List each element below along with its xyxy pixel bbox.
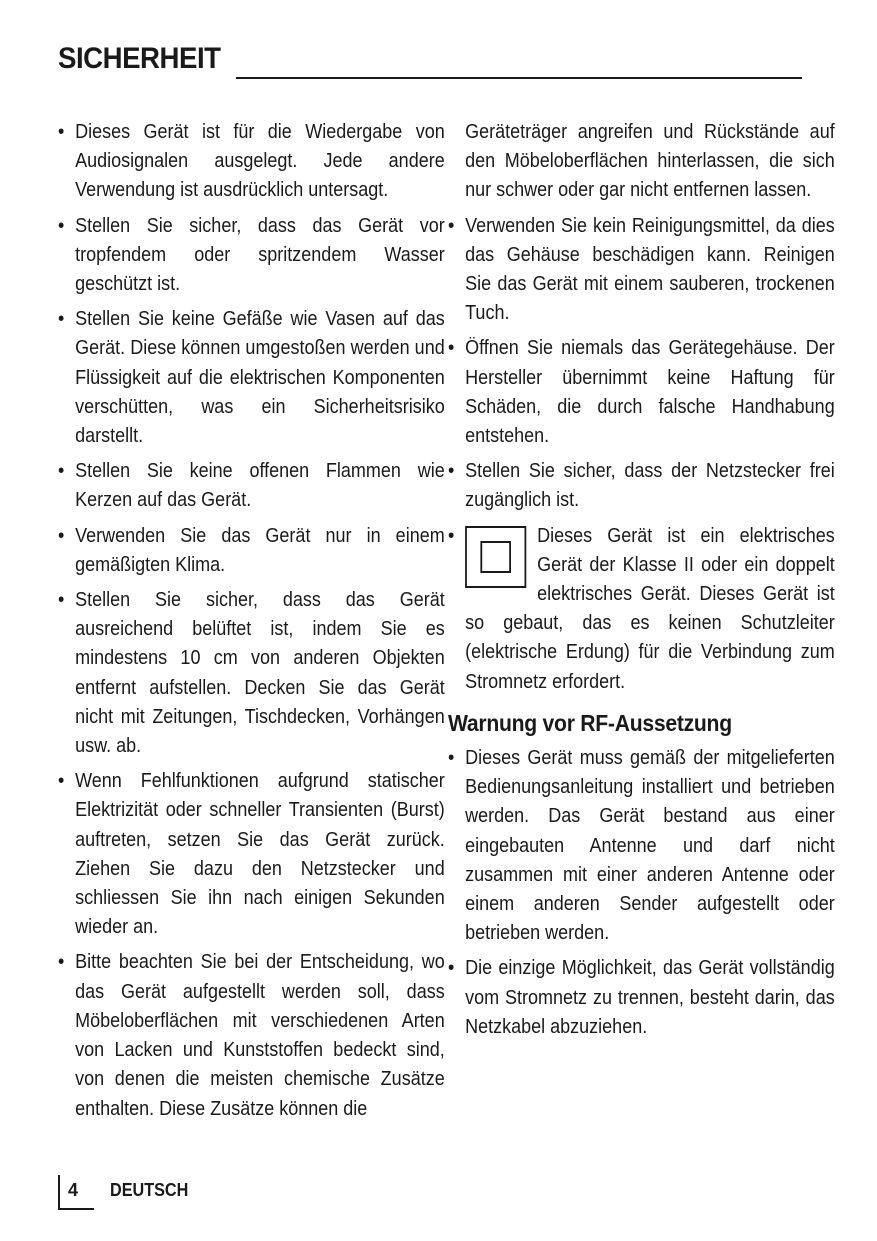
footer-marker-vertical: [58, 1175, 60, 1209]
list-item: • Bitte beachten Sie bei der Entscheidung, wo das Gerät aufgestellt werden soll, dass Möbeloberflächen mit verschiedenen Arten von Lacken und Kunststoffen bedeckt sind, von denen die meisten chemische Zusätze enthalten. Diese Zusätze können die: [58, 948, 445, 1123]
title-rule: [236, 77, 802, 79]
list-item: • Verwenden Sie kein Reinigungsmittel, da dies das Gehäuse beschädigen kann. Reinigen Sie das Gerät mit einem sauberen, trockenen Tuch.: [448, 212, 835, 329]
list-item: • Dieses Gerät ist für die Wiedergabe von Audiosignalen ausgelegt. Jede andere Verwendung ist ausdrücklich untersagt.: [58, 118, 445, 206]
list-item: • Öffnen Sie niemals das Gerätegehäuse. Der Hersteller übernimmt keine Haftung für Schäden, die durch falsche Handhabung entstehen.: [448, 334, 835, 451]
list-item: • Stellen Sie keine offenen Flammen wie Kerzen auf das Gerät.: [58, 457, 445, 515]
list-item: • Die einzige Möglichkeit, das Gerät vollständig vom Stromnetz zu trennen, besteht darin, das Netzkabel abzuziehen.: [448, 954, 835, 1042]
class-ii-text: Dieses Gerät ist ein elektrisches Gerät der Klasse II oder ein doppelt elektrisches Gerät. Dieses Gerät ist so gebaut, das es keinen Schutzleiter (elektrische Erdung) für die Verbindung zum Stromnetz erfordert.: [465, 524, 835, 693]
footer-language: DEUTSCH: [110, 1180, 189, 1200]
list-item: • Stellen Sie sicher, dass das Gerät ausreichend belüftet ist, indem Sie es mindestens 10 cm von anderen Objekten entfernt aufstellen. Decken Sie das Gerät nicht mit Zeitungen, Tischdecken, Vorhängen usw. ab.: [58, 586, 445, 761]
list-item: • Stellen Sie keine Gefäße wie Vasen auf das Gerät. Diese können umgestoßen werden und Flüssigkeit auf die elektrischen Komponenten verschütten, was ein Sicherheitsrisiko darstellt.: [58, 305, 445, 451]
page-number: 4: [68, 1180, 79, 1200]
list-item: • Wenn Fehlfunktionen aufgrund statischer Elektrizität oder schneller Transienten (Burst) auftreten, setzen Sie das Gerät zurück. Ziehen Sie dazu den Netzstecker und schliessen Sie ihn nach einigen Sekunden wieder an.: [58, 767, 445, 942]
class-ii-item: [448, 522, 835, 697]
list-item: • Dieses Gerät muss gemäß der mitgelieferten Bedienungsanleitung installiert und betrieben werden. Das Gerät bestand aus einer eingebauten Antenne und darf nicht zusammen mit einer anderen Antenne oder einem anderen Sender aufgestellt oder betrieben werden.: [448, 744, 835, 948]
rf-list: [448, 744, 835, 1042]
left-column: [58, 118, 445, 1130]
list-item: • Verwenden Sie das Gerät nur in einem gemäßigten Klima.: [58, 522, 445, 580]
list-item: • Stellen Sie sicher, dass der Netzstecker frei zugänglich ist.: [448, 457, 835, 515]
class-ii-double-insulation-icon: [465, 526, 530, 592]
footer-marker-horizontal: [58, 1208, 94, 1210]
right-column: [448, 118, 835, 1048]
safety-list: [58, 118, 445, 1124]
list-item: • Stellen Sie sicher, dass das Gerät vor tropfendem oder spritzendem Wasser geschützt ist.: [58, 212, 445, 300]
safety-list-continued: [448, 212, 835, 697]
page-title: SICHERHEIT: [58, 42, 221, 75]
rf-section-heading: Warnung vor RF-Aussetzung: [448, 709, 732, 736]
list-item-continuation: Geräteträger angreifen und Rückstände auf den Möbeloberflächen hinterlassen, die sich nur schwer oder gar nicht entfernen lassen.: [465, 121, 835, 202]
